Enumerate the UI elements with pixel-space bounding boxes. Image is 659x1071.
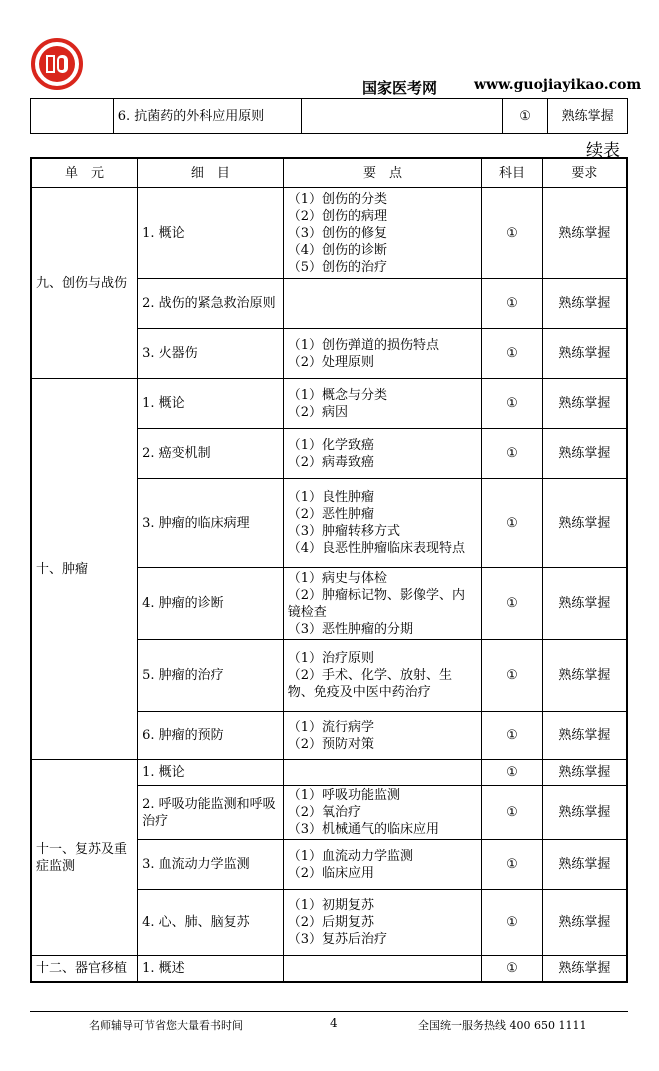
point-line: （2）病毒致癌 xyxy=(287,454,374,470)
requirement-cell: 熟练掌握 xyxy=(542,279,627,329)
point-line: （1）初期复苏 xyxy=(287,898,374,913)
requirement-cell: 熟练掌握 xyxy=(542,786,627,840)
item-cell: 3. 肿瘤的临床病理 xyxy=(138,479,284,568)
subject-cell: ① xyxy=(482,279,543,329)
points-cell xyxy=(283,890,482,956)
item-cell: 2. 呼吸功能监测和呼吸 治疗 xyxy=(138,786,284,840)
requirement-cell: 熟练掌握 xyxy=(542,429,627,479)
point-line: （2）氧治疗 xyxy=(287,805,361,820)
site-url[interactable]: www.guojiayikao.com xyxy=(474,77,642,93)
item-cell: 3. 火器伤 xyxy=(138,329,284,379)
subject-cell: ① xyxy=(482,429,543,479)
requirement-cell: 熟练掌握 xyxy=(542,760,627,786)
footer-hotline: 全国统一服务热线 400 650 1111 xyxy=(418,1019,587,1032)
points-cell xyxy=(302,99,503,134)
table-row xyxy=(31,956,627,982)
point-line: （1）血流动力学监测 xyxy=(287,848,413,864)
subject-cell: ① xyxy=(482,640,543,712)
item-cell: 1. 概论 xyxy=(138,379,284,429)
point-line: （4）创伤的诊断 xyxy=(287,242,387,258)
requirement-cell: 熟练掌握 xyxy=(542,840,627,890)
points-cell xyxy=(283,840,482,890)
unit-cell: 九、创伤与战伤 xyxy=(31,188,138,379)
item-cell: 1. 概论 xyxy=(138,188,284,279)
point-line: （1）良性肿瘤 xyxy=(287,490,374,505)
requirement-cell: 熟练掌握 xyxy=(542,379,627,429)
point-line: （1）呼吸功能监测 xyxy=(287,788,400,803)
header-points: 要 点 xyxy=(283,158,482,188)
points-cell xyxy=(283,429,482,479)
requirement-cell: 熟练掌握 xyxy=(542,568,627,640)
point-line: （2）病因 xyxy=(287,404,348,420)
table-row xyxy=(31,188,627,279)
header-unit: 单 元 xyxy=(31,158,138,188)
point-line: （3）复苏后治疗 xyxy=(287,932,387,947)
point-line: （1）流行病学 xyxy=(287,719,374,735)
requirement-cell: 熟练掌握 xyxy=(542,890,627,956)
requirement-cell: 熟练掌握 xyxy=(548,99,628,134)
point-line: （1）病史与体检 xyxy=(287,570,387,586)
point-line: （2）后期复苏 xyxy=(287,915,374,930)
unit-cell: 十、肿瘤 xyxy=(31,379,138,760)
point-line: （4）良恶性肿瘤临床表现特点 xyxy=(287,541,465,556)
point-line: （1）创伤弹道的损伤特点 xyxy=(287,337,439,353)
requirement-cell: 熟练掌握 xyxy=(542,188,627,279)
item-cell: 3. 血流动力学监测 xyxy=(138,840,284,890)
subject-cell: ① xyxy=(482,786,543,840)
item-cell: 4. 心、肺、脑复苏 xyxy=(138,890,284,956)
point-line: （2）恶性肿瘤 xyxy=(287,507,374,522)
point-line: （1）治疗原则 xyxy=(287,651,374,666)
item-cell: 1. 概论 xyxy=(138,760,284,786)
subject-cell: ① xyxy=(482,760,543,786)
points-cell xyxy=(283,640,482,712)
subject-cell: ① xyxy=(482,890,543,956)
requirement-cell: 熟练掌握 xyxy=(542,956,627,982)
subject-cell: ① xyxy=(482,188,543,279)
site-name: 国家医考网 xyxy=(362,79,438,97)
point-line: （2）创伤的病理 xyxy=(287,208,387,224)
item-cell: 5. 肿瘤的治疗 xyxy=(138,640,284,712)
site-logo xyxy=(31,38,83,90)
header-requirement: 要求 xyxy=(542,158,627,188)
header-subject: 科目 xyxy=(482,158,543,188)
point-line: （2）手术、化学、放射、生物、免疫及中医中药治疗 xyxy=(287,668,452,700)
table-header-row xyxy=(31,158,627,188)
points-cell xyxy=(283,568,482,640)
item-cell: 1. 概述 xyxy=(138,956,284,982)
points-cell xyxy=(283,279,482,329)
subject-cell: ① xyxy=(482,840,543,890)
point-line: （2）处理原则 xyxy=(287,354,374,370)
table-body xyxy=(31,188,627,982)
table-row xyxy=(31,99,628,134)
point-line: （2）临床应用 xyxy=(287,865,374,881)
point-line: （1）创伤的分类 xyxy=(287,191,387,207)
previous-table-row xyxy=(30,98,628,134)
points-cell xyxy=(283,479,482,568)
page-number: 4 xyxy=(330,1016,338,1030)
header-item: 细 目 xyxy=(138,158,284,188)
requirement-cell: 熟练掌握 xyxy=(542,479,627,568)
unit-cell: 十二、器官移植 xyxy=(31,956,138,982)
points-cell xyxy=(283,712,482,760)
subject-cell: ① xyxy=(502,99,547,134)
item-cell: 4. 肿瘤的诊断 xyxy=(138,568,284,640)
points-cell xyxy=(283,760,482,786)
syllabus-table xyxy=(30,157,628,983)
points-cell xyxy=(283,786,482,840)
continued-label: 续表 xyxy=(586,141,620,161)
point-line: （1）化学致癌 xyxy=(287,437,374,453)
requirement-cell: 熟练掌握 xyxy=(542,640,627,712)
subject-cell: ① xyxy=(482,379,543,429)
point-line: （2）肿瘤标记物、影像学、内镜检查 xyxy=(287,587,465,620)
points-cell xyxy=(283,379,482,429)
points-cell xyxy=(283,956,482,982)
point-line: （5）创伤的治疗 xyxy=(287,259,387,275)
requirement-cell: 熟练掌握 xyxy=(542,329,627,379)
requirement-cell: 熟练掌握 xyxy=(542,712,627,760)
point-line: （3）肿瘤转移方式 xyxy=(287,524,400,539)
item-cell: 6. 抗菌药的外科应用原则 xyxy=(113,99,302,134)
point-line: （3）恶性肿瘤的分期 xyxy=(287,621,413,637)
item-cell: 6. 肿瘤的预防 xyxy=(138,712,284,760)
item-cell: 2. 战伤的紧急救治原则 xyxy=(138,279,284,329)
points-cell xyxy=(283,188,482,279)
point-line: （3）创伤的修复 xyxy=(287,225,387,241)
subject-cell: ① xyxy=(482,568,543,640)
subject-cell: ① xyxy=(482,329,543,379)
point-line: （2）预防对策 xyxy=(287,736,374,752)
subject-cell: ① xyxy=(482,956,543,982)
point-line: （3）机械通气的临床应用 xyxy=(287,822,439,837)
footer-divider xyxy=(30,1011,628,1012)
point-line: （1）概念与分类 xyxy=(287,387,387,403)
footer-slogan: 名师辅导可节省您大量看书时间 xyxy=(89,1019,243,1032)
points-cell xyxy=(283,329,482,379)
unit-cell: 十一、复苏及重症监测 xyxy=(31,760,138,956)
item-cell: 2. 癌变机制 xyxy=(138,429,284,479)
table-row xyxy=(31,760,627,786)
table-row xyxy=(31,379,627,429)
subject-cell: ① xyxy=(482,479,543,568)
subject-cell: ① xyxy=(482,712,543,760)
